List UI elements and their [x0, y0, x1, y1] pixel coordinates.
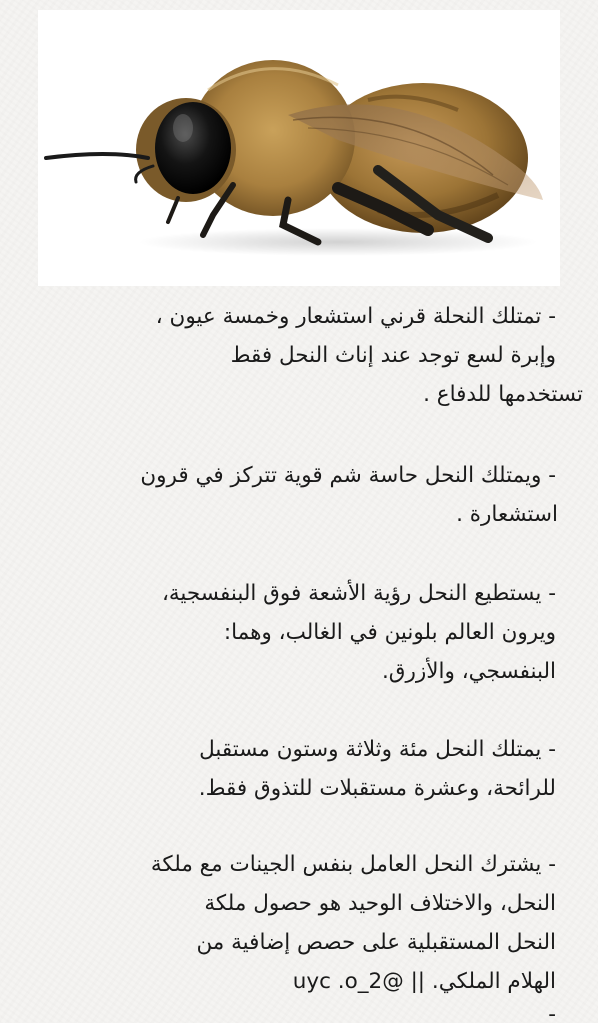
fact-ultraviolet-vision	[162, 574, 556, 691]
text-line: - ويمتلك النحل حاسة شم قوية تتركز في قرون	[140, 463, 556, 488]
bee-photo	[38, 10, 560, 286]
text-line: استشعارة .	[456, 502, 558, 527]
text-line: - تمتلك النحلة قرني استشعار وخمسة عيون ،	[155, 304, 556, 329]
text-line: النحل المستقبلية على حصص إضافية من	[196, 930, 556, 955]
fact-smell	[140, 456, 556, 534]
text-line: النحل، والاختلاف الوحيد هو حصول ملكة	[204, 891, 556, 916]
fact-antennae-eyes-sting	[155, 297, 583, 414]
text-line: -	[548, 1002, 556, 1023]
text-line: البنفسجي، والأزرق.	[381, 659, 556, 684]
text-line: - يشترك النحل العامل بنفس الجينات مع ملكة	[150, 852, 556, 877]
text-line: ويرون العالم بلونين في الغالب، وهما:	[223, 620, 556, 645]
text-line: - يستطيع النحل رؤية الأشعة فوق البنفسجية،	[161, 581, 556, 606]
text-line: وإبرة لسع توجد عند إناث النحل فقط	[230, 343, 556, 368]
text-line: الهلام الملكي. || @2_uyc .o	[292, 969, 556, 994]
bee-illustration	[38, 10, 560, 286]
trailing-dash	[548, 995, 556, 1023]
text-line: للرائحة، وعشرة مستقبلات للتذوق فقط.	[198, 776, 556, 801]
fact-royal-jelly	[151, 845, 556, 1001]
text-line: - يمتلك النحل مئة وثلاثة وستون مستقبل	[199, 737, 556, 762]
text-line: تستخدمها للدفاع .	[423, 382, 583, 407]
fact-receptors	[199, 730, 556, 808]
